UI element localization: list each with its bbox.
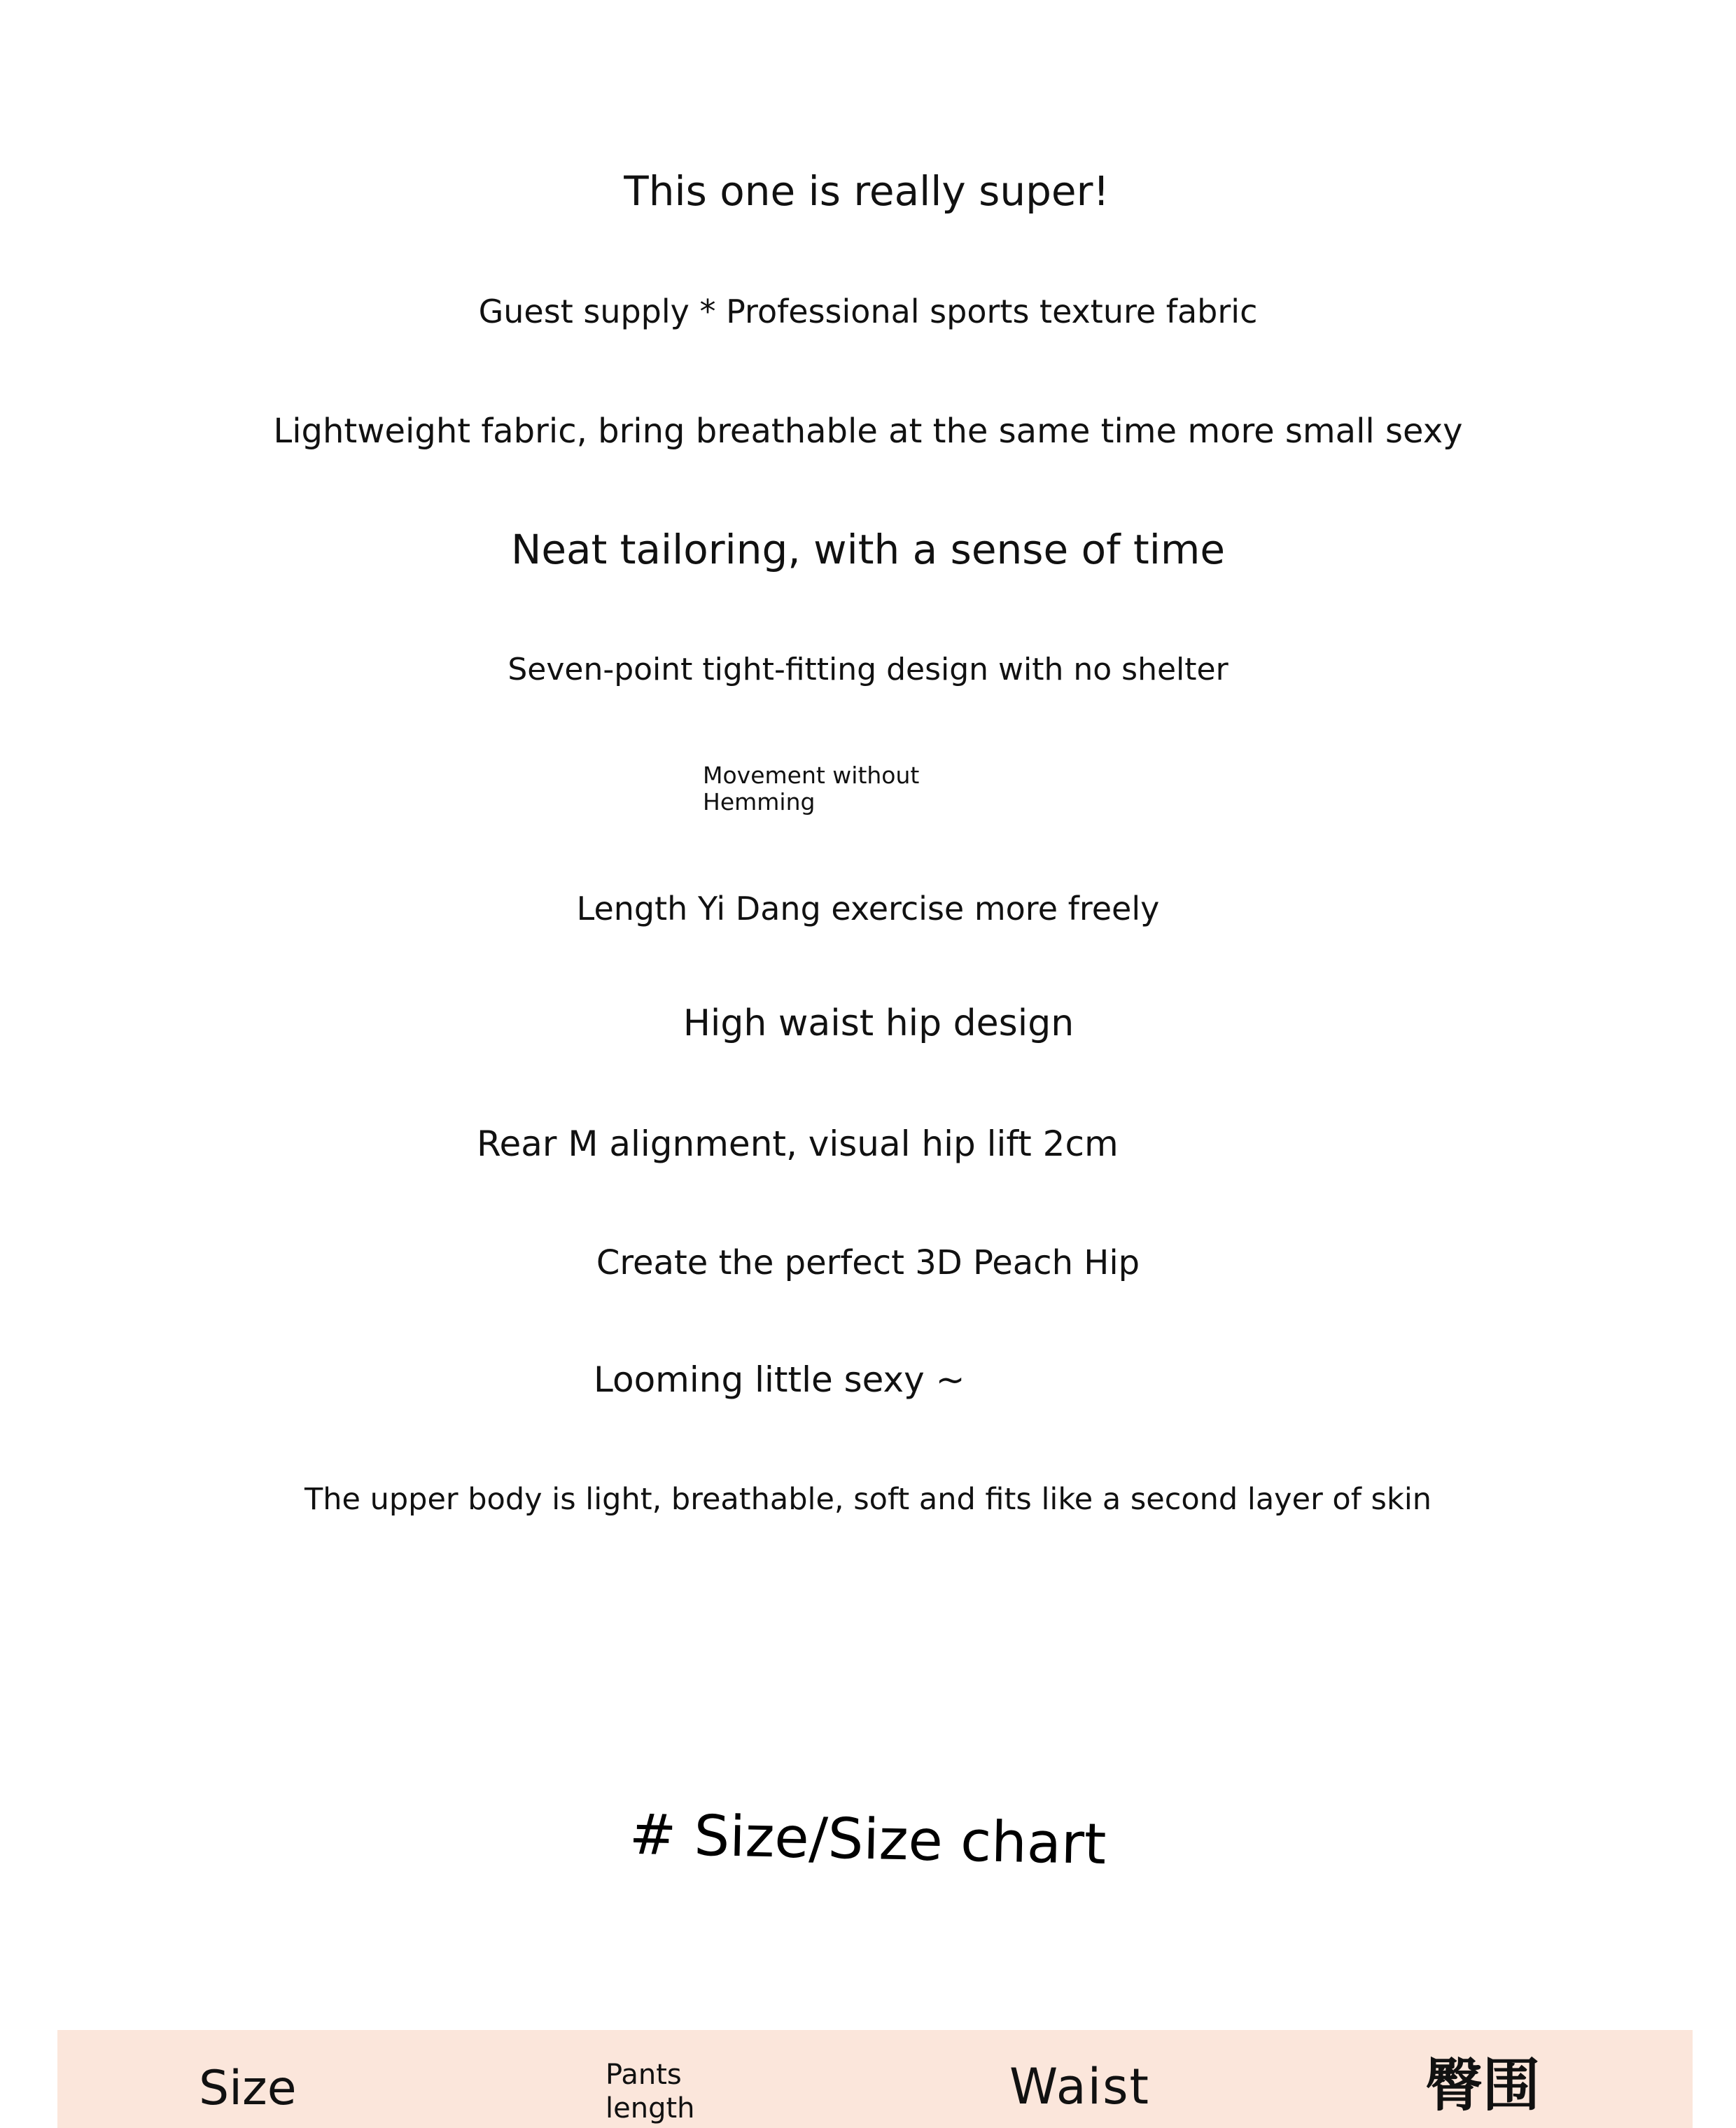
- movement-line-1: Movement without: [703, 762, 920, 789]
- size-chart-header-row: [57, 2030, 1693, 2128]
- lightweight-line: Lightweight fabric, bring breathable at the same time more small sexy: [273, 412, 1463, 451]
- waist-column-header: Waist: [1009, 2058, 1150, 2115]
- looming-line: Looming little sexy ~: [594, 1359, 965, 1400]
- hip-column-header: 臀围: [1425, 2052, 1541, 2119]
- size-column-header: Size: [199, 2061, 297, 2116]
- peach-hip-line: Create the perfect 3D Peach Hip: [596, 1243, 1140, 1282]
- rear-m-line: Rear M alignment, visual hip lift 2cm: [477, 1124, 1119, 1164]
- size-chart-heading: # Size/Size chart: [629, 1801, 1107, 1877]
- upper-body-line: The upper body is light, breathable, soft and fits like a second layer of skin: [304, 1482, 1432, 1517]
- movement-line-2: Hemming: [703, 788, 816, 816]
- seven-point-line: Seven-point tight-fitting design with no shelter: [507, 652, 1228, 687]
- pants-length-column-header: Pants length: [606, 2059, 695, 2124]
- high-waist-line: High waist hip design: [682, 1002, 1074, 1044]
- length-line: Length Yi Dang exercise more freely: [576, 890, 1160, 927]
- headline: This one is really super!: [624, 167, 1110, 215]
- tailoring-line: Neat tailoring, with a sense of time: [510, 526, 1226, 573]
- fabric-line: Guest supply * Professional sports texture fabric: [478, 293, 1258, 330]
